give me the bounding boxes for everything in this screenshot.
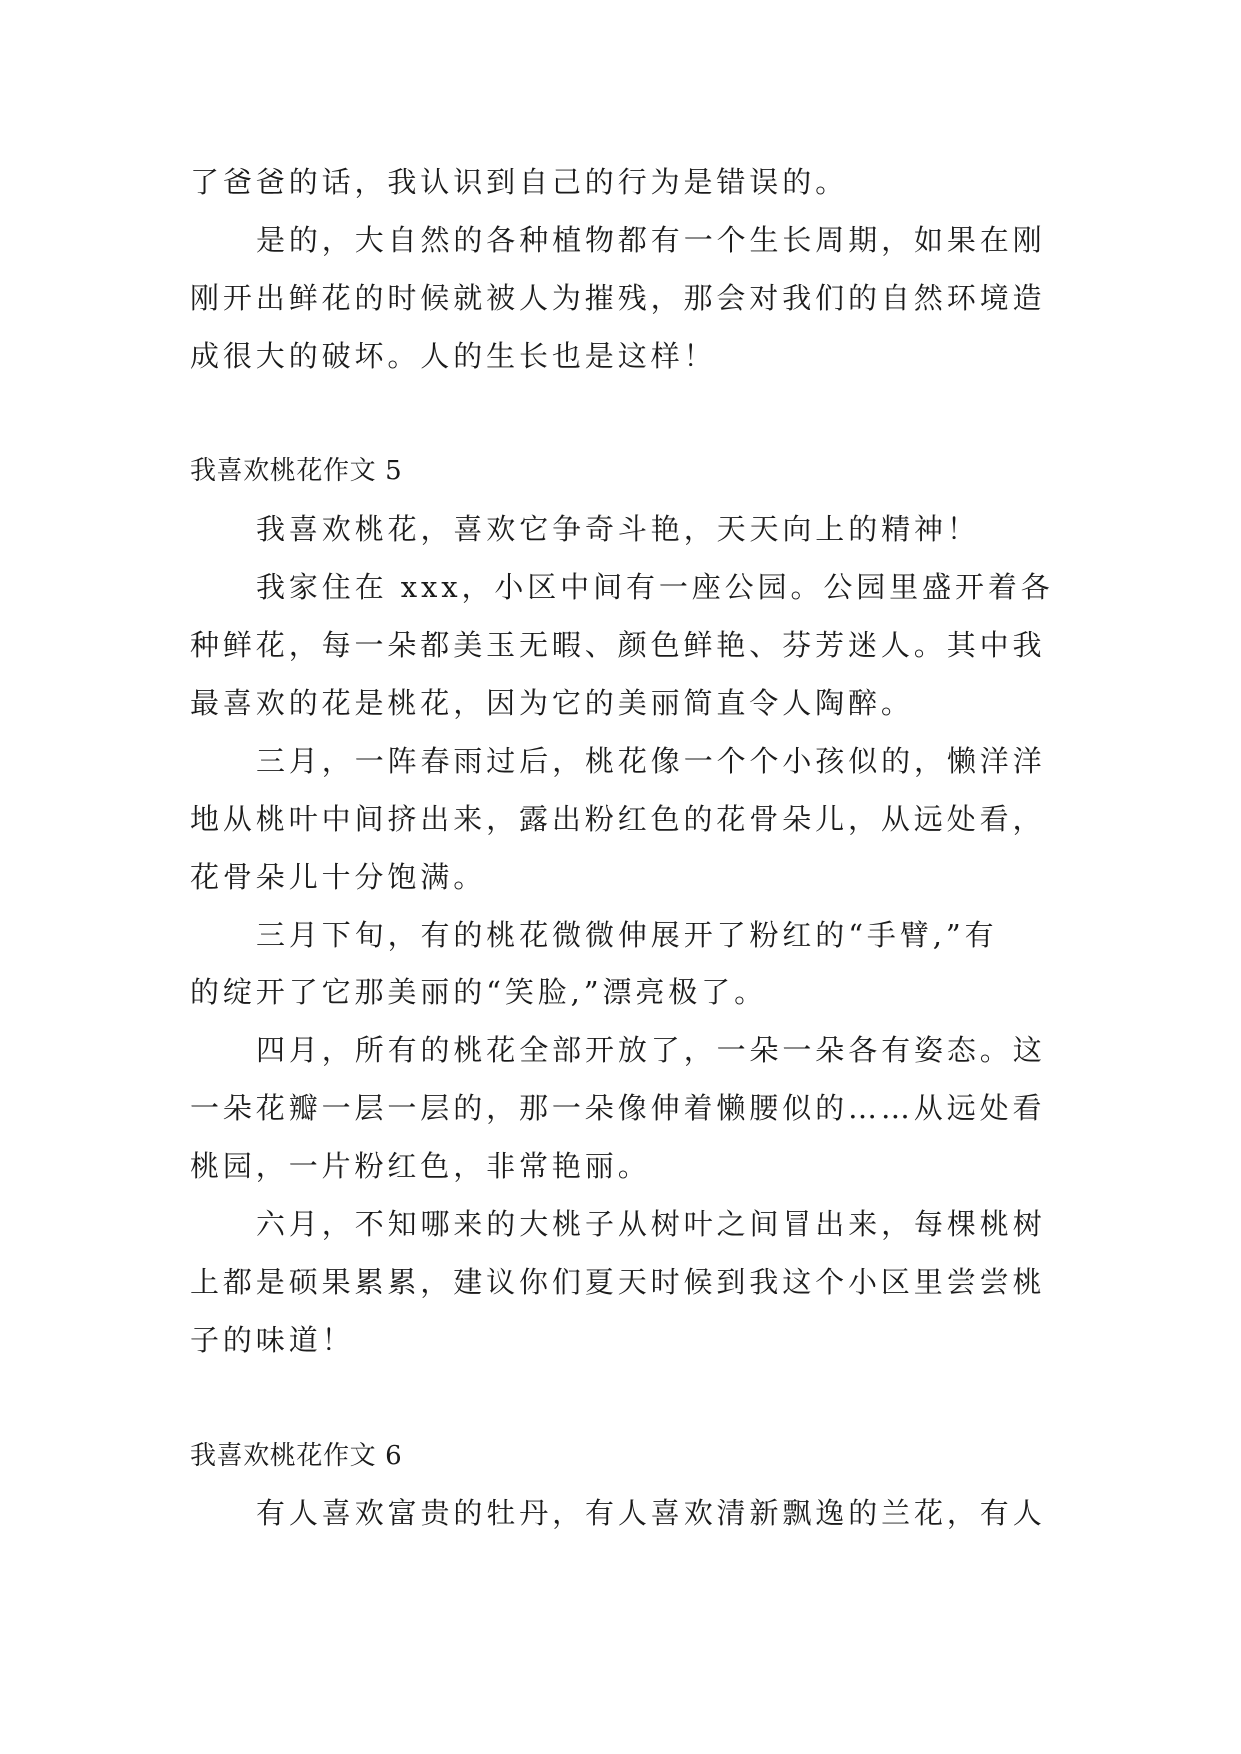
text-line: 子的味道！ [190, 1322, 355, 1357]
section-spacer [190, 386, 1070, 444]
text-line: 有人喜欢富贵的牡丹，有人喜欢清新飘逸的兰花，有人 [256, 1496, 1046, 1531]
text-line: 一朵花瓣一层一层的，那一朵像伸着懒腰似的……从远处看 [190, 1091, 1046, 1126]
text-line: 我家住在 xxx，小区中间有一座公园。公园里盛开着各 [256, 570, 1054, 605]
document-body [190, 154, 1070, 1543]
paragraph [190, 501, 1070, 559]
section-spacer [190, 1370, 1070, 1428]
text-line: 花骨朵儿十分饱满。 [190, 859, 487, 894]
paragraph [190, 154, 1070, 212]
text-line: 四月，所有的桃花全部开放了，一朵一朵各有姿态。这 [256, 1033, 1046, 1068]
text-line: 是的，大自然的各种植物都有一个生长周期，如果在刚 [256, 222, 1046, 257]
text-line: 桃园，一片粉红色，非常艳丽。 [190, 1149, 651, 1184]
paragraph [190, 1196, 1070, 1370]
essay-heading: 我喜欢桃花作文 6 [190, 1440, 403, 1471]
essay-heading: 我喜欢桃花作文 5 [190, 456, 403, 487]
text-line: 成很大的破坏。人的生长也是这样！ [190, 338, 717, 373]
paragraph [190, 212, 1070, 386]
paragraph [190, 1022, 1070, 1196]
text-line: 最喜欢的花是桃花，因为它的美丽简直令人陶醉。 [190, 686, 914, 721]
paragraph [190, 559, 1070, 733]
text-line: 三月，一阵春雨过后，桃花像一个个小孩似的，懒洋洋 [256, 743, 1046, 778]
text-line: 了爸爸的话，我认识到自己的行为是错误的。 [190, 165, 849, 199]
paragraph [190, 733, 1070, 907]
text-line: 种鲜花，每一朵都美玉无暇、颜色鲜艳、芬芳迷人。其中我 [190, 628, 1046, 663]
paragraph [190, 907, 1070, 1023]
text-line: 刚开出鲜花的时候就被人为摧残，那会对我们的自然环境造 [190, 280, 1046, 315]
text-line: 地从桃叶中间挤出来，露出粉红色的花骨朵儿，从远处看， [190, 801, 1046, 836]
text-line: 上都是硕果累累，建议你们夏天时候到我这个小区里尝尝桃 [190, 1264, 1046, 1299]
text-line: 的绽开了它那美丽的“笑脸,”漂亮极了。 [190, 975, 767, 1010]
text-line: 六月，不知哪来的大桃子从树叶之间冒出来，每棵桃树 [256, 1207, 1046, 1242]
paragraph [190, 1485, 1070, 1543]
text-line: 三月下旬，有的桃花微微伸展开了粉红的“手臂,”有 [256, 917, 998, 952]
text-line: 我喜欢桃花，喜欢它争奇斗艳，天天向上的精神！ [256, 512, 980, 547]
